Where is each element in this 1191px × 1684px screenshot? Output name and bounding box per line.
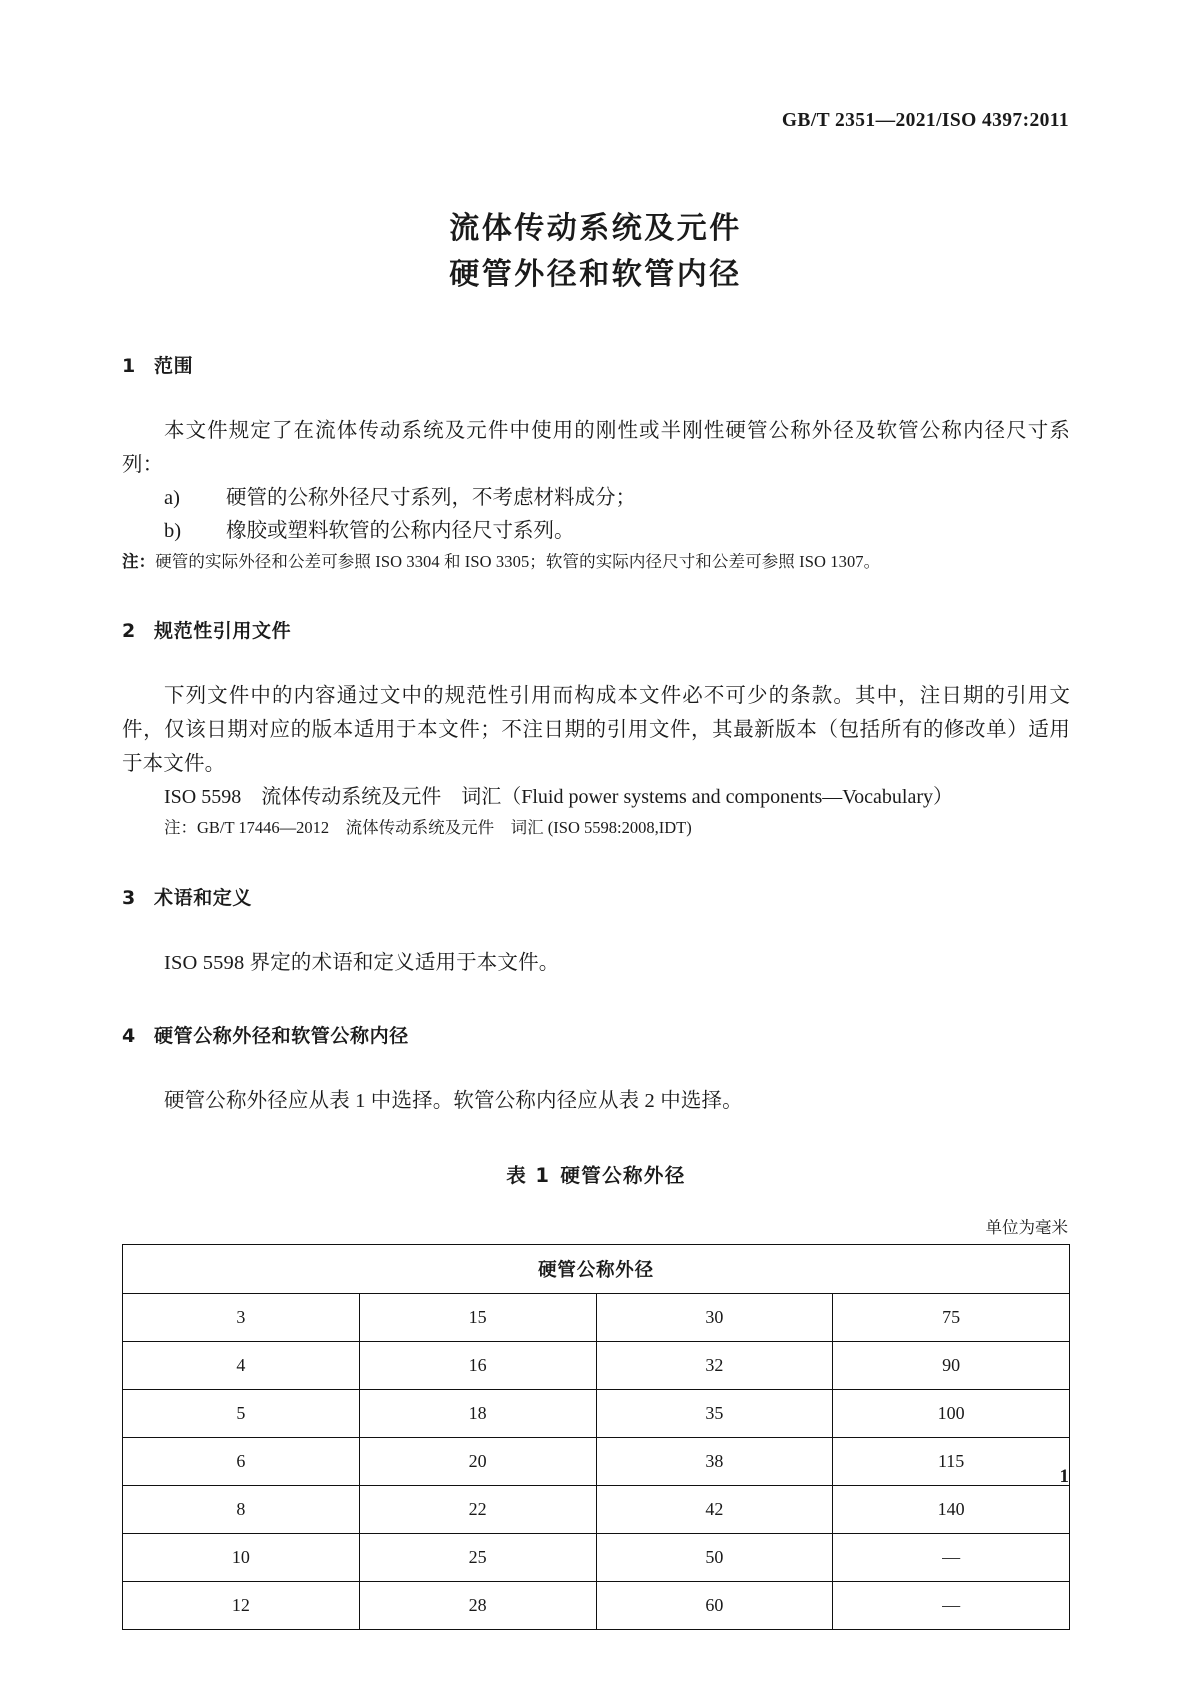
clause-4-number: 4 [122,1025,136,1047]
table-row [123,1390,1070,1438]
spacer [122,912,1070,946]
table-cell: 75 [833,1294,1070,1342]
list-item [164,515,1070,548]
table-cell: 115 [833,1438,1070,1486]
table-cell: — [833,1534,1070,1582]
normative-reference-iso5598: ISO 5598 流体传动系统及元件 词汇（Fluid power systems and components—Vocabulary） [164,786,954,808]
table-cell: 20 [359,1438,596,1486]
table-row [123,1342,1070,1390]
table-1-caption-number: 表 1 [506,1164,551,1187]
title-line-1: 流体传动系统及元件 [449,211,742,246]
table-cell: 15 [359,1294,596,1342]
clause-2-number: 2 [122,620,136,642]
table-cell: 28 [359,1582,596,1630]
table-1-column-header: 硬管公称外径 [123,1245,1070,1294]
table-1-nominal-outside-diameters [122,1244,1070,1630]
table-cell: 100 [833,1390,1070,1438]
table-cell: 16 [359,1342,596,1390]
list-item [164,482,1070,515]
table-cell: 5 [123,1390,360,1438]
table-cell: 25 [359,1534,596,1582]
clause-3-title: 术语和定义 [154,887,253,909]
table-cell: 50 [596,1534,833,1582]
table-cell: 38 [596,1438,833,1486]
note-text: 硬管的实际外径和公差可参照 ISO 3304 和 ISO 3305；软管的实际内径尺寸和公差可参照 ISO 1307。 [155,552,881,571]
table-cell: 12 [123,1582,360,1630]
clause-3-heading [122,884,1070,912]
spacer [122,1118,1070,1160]
spacer [122,1050,1070,1084]
spacer [122,575,1070,617]
table-1-caption [122,1160,1070,1188]
list-item-text: 橡胶或塑料软管的公称内径尺寸系列。 [226,520,575,542]
table-cell: 10 [123,1534,360,1582]
document-body [122,352,1070,1630]
clause-4-paragraph: 硬管公称外径应从表 1 中选择。软管公称内径应从表 2 中选择。 [164,1090,743,1112]
list-item-text: 硬管的公称外径尺寸系列，不考虑材料成分； [226,487,636,509]
list-item-marker: a) [164,487,180,509]
normative-reference-note: 注：GB/T 17446—2012 流体传动系统及元件 词汇 (ISO 5598:2008,IDT) [164,818,692,837]
table-1-head [123,1245,1070,1294]
note-label: 注： [122,552,156,571]
table-row [123,1582,1070,1630]
clause-4-title: 硬管公称外径和软管公称内径 [154,1025,409,1047]
spacer [122,645,1070,679]
table-1-caption-title: 硬管公称外径 [560,1164,686,1187]
clause-3-paragraph: ISO 5598 界定的术语和定义适用于本文件。 [164,952,560,974]
table-cell: 35 [596,1390,833,1438]
table-cell: — [833,1582,1070,1630]
clause-2-title: 规范性引用文件 [154,620,292,642]
clause-1-heading [122,352,1070,380]
page-title [0,206,1191,298]
clause-1-note [122,548,1070,575]
clause-1-paragraph: 本文件规定了在流体传动系统及元件中使用的刚性或半刚性硬管公称外径及软管公称内径尺寸系列： [122,420,1070,476]
page-number: 1 [1059,1466,1069,1487]
clause-3-number: 3 [122,887,136,909]
table-cell: 60 [596,1582,833,1630]
table-cell: 90 [833,1342,1070,1390]
spacer [122,842,1070,884]
table-row [123,1486,1070,1534]
table-cell: 8 [123,1486,360,1534]
list-item-marker: b) [164,520,182,542]
table-cell: 4 [123,1342,360,1390]
spacer [122,980,1070,1022]
clause-1-title: 范围 [154,355,194,377]
table-1-body [123,1294,1070,1630]
table-row [123,1294,1070,1342]
table-cell: 140 [833,1486,1070,1534]
table-cell: 30 [596,1294,833,1342]
table-cell: 32 [596,1342,833,1390]
spacer [122,380,1070,414]
clause-4-heading [122,1022,1070,1050]
title-line-2: 硬管外径和软管内径 [449,257,742,292]
table-row [123,1438,1070,1486]
clause-2-heading [122,617,1070,645]
document-header-standard-number: GB/T 2351—2021/ISO 4397:2011 [781,110,1069,131]
table-row [123,1245,1070,1294]
table-cell: 6 [123,1438,360,1486]
table-1-unit-note: 单位为毫米 [985,1218,1068,1237]
clause-2-paragraph: 下列文件中的内容通过文中的规范性引用而构成本文件必不可少的条款。其中，注日期的引用文件，仅该日期对应的版本适用于本文件；不注日期的引用文件，其最新版本（包括所有的修改单）适用于本文件。 [122,685,1070,775]
table-cell: 18 [359,1390,596,1438]
table-row [123,1534,1070,1582]
table-cell: 42 [596,1486,833,1534]
table-cell: 3 [123,1294,360,1342]
clause-1-number: 1 [122,355,136,377]
table-cell: 22 [359,1486,596,1534]
